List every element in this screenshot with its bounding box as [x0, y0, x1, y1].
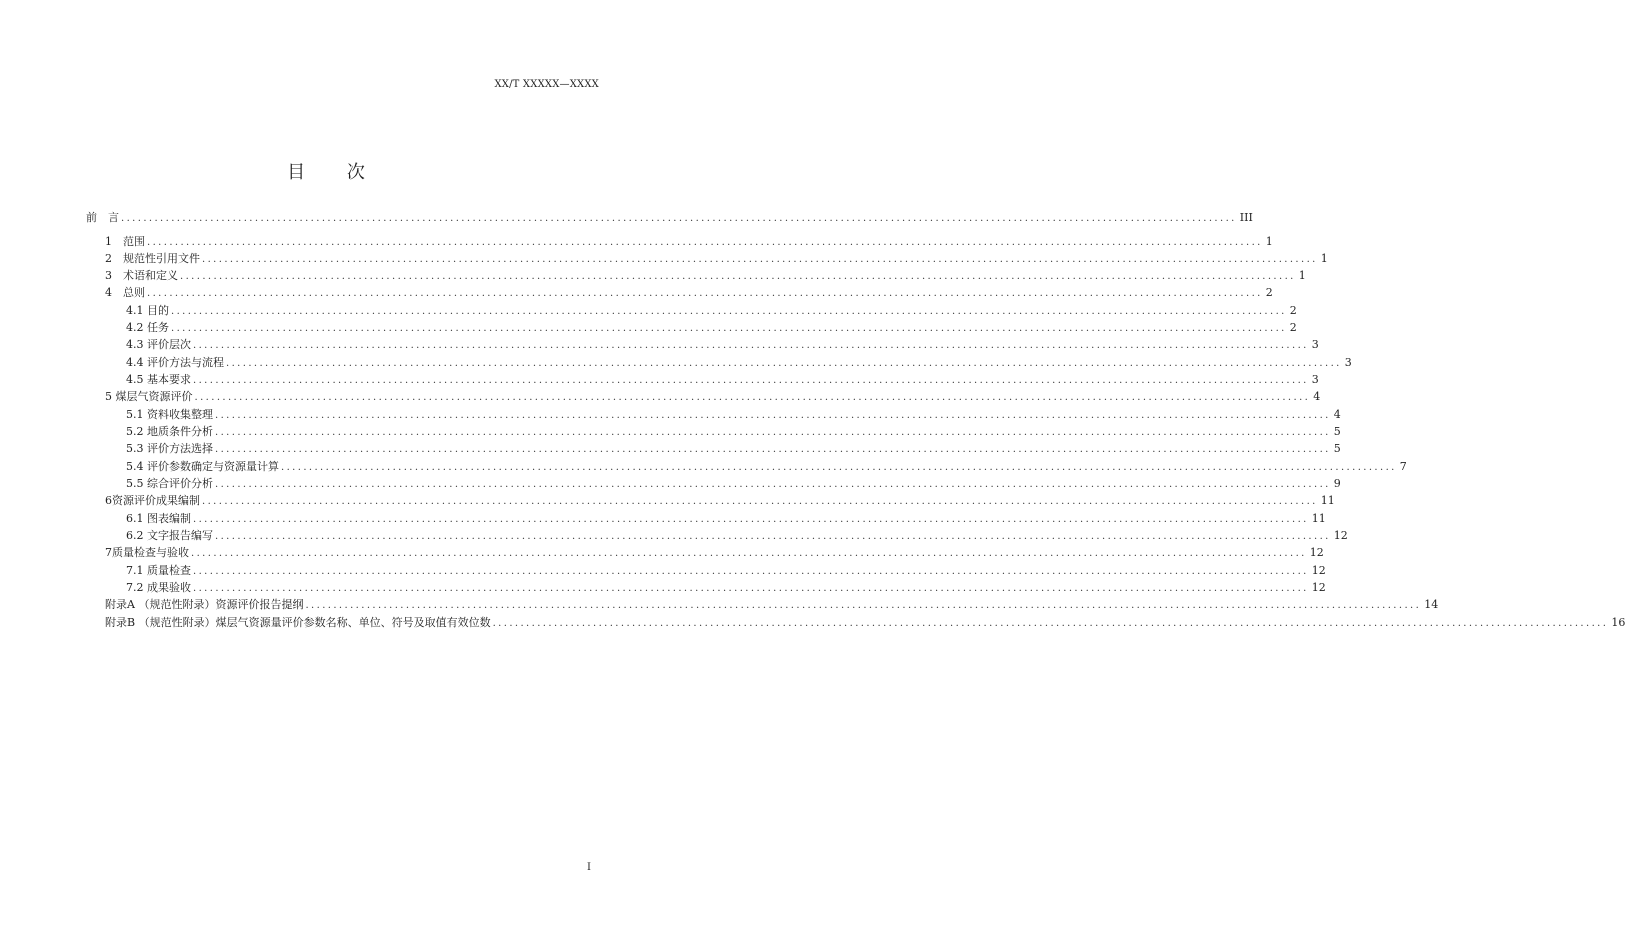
toc-entry-page: 4	[1333, 408, 1341, 421]
toc-entry[interactable]	[105, 252, 1328, 266]
toc-entry-page: 2	[1265, 286, 1273, 299]
toc-dot-leader: ........................................................................................................................................................................................................	[193, 375, 1309, 386]
toc-entry[interactable]	[105, 286, 1273, 300]
toc-dot-leader: ........................................................................................................................................................................................................	[191, 548, 1307, 559]
toc-entry-label: 4.1 目的	[126, 304, 169, 317]
toc-entry[interactable]	[105, 494, 1335, 508]
toc-entry[interactable]	[126, 304, 1297, 318]
toc-entry-label: 4.5 基本要求	[126, 373, 191, 386]
toc-dot-leader: ........................................................................................................................................................................................................	[147, 288, 1263, 299]
toc-entry-label: 5.4 评价参数确定与资源量计算	[126, 460, 279, 473]
toc-entry-label: 附录A （规范性附录）资源评价报告提纲	[105, 598, 304, 611]
toc-entry[interactable]	[126, 564, 1326, 578]
toc-entry-label: 4 总则	[105, 286, 145, 299]
toc-entry-page: 1	[1265, 235, 1273, 248]
standard-code: XX/T XXXXX—XXXX	[494, 79, 599, 90]
toc-dot-leader: ........................................................................................................................................................................................................	[193, 340, 1309, 351]
toc-entry-page: 5	[1333, 425, 1341, 438]
toc-entry-page: 12	[1311, 564, 1326, 577]
toc-entry[interactable]	[126, 321, 1297, 335]
toc-entry[interactable]	[126, 581, 1326, 595]
toc-entry[interactable]	[126, 442, 1341, 456]
toc-dot-leader: ........................................................................................................................................................................................................	[171, 306, 1287, 317]
toc-entry-page: 12	[1309, 546, 1324, 559]
toc-dot-leader: ........................................................................................................................................................................................................	[215, 444, 1331, 455]
toc-dot-leader: ........................................................................................................................................................................................................	[194, 392, 1311, 403]
toc-entry[interactable]	[126, 338, 1319, 352]
toc-entry-page: 16	[1611, 616, 1625, 629]
toc-entry-label: 5.1 资料收集整理	[126, 408, 213, 421]
toc-dot-leader: ........................................................................................................................................................................................................	[202, 496, 1318, 507]
toc-entry-page: 9	[1333, 477, 1341, 490]
toc-dot-leader: ........................................................................................................................................................................................................	[193, 514, 1309, 525]
toc-entry[interactable]	[126, 512, 1326, 526]
page-title: 目 次	[287, 162, 383, 183]
toc-entry-page: 14	[1424, 598, 1439, 611]
toc-entry-page: 12	[1333, 529, 1348, 542]
toc-entry-label: 6资源评价成果编制	[105, 494, 200, 507]
toc-entry[interactable]	[126, 356, 1352, 370]
toc-entry-page: 7	[1399, 460, 1407, 473]
toc-dot-leader: ........................................................................................................................................................................................................	[180, 271, 1296, 282]
toc-entry-label: 5.3 评价方法选择	[126, 442, 213, 455]
toc-dot-leader: ........................................................................................................................................................................................................	[226, 358, 1342, 369]
toc-entry-page: 2	[1289, 304, 1297, 317]
toc-entry-label: 4.3 评价层次	[126, 338, 191, 351]
toc-entry-page: 3	[1344, 356, 1352, 369]
toc-entry-page: 12	[1311, 581, 1326, 594]
toc-entry-label: 5 煤层气资源评价	[105, 390, 193, 403]
toc-entry-page: 11	[1311, 512, 1326, 525]
toc-entry-page: 4	[1313, 390, 1321, 403]
page-number: I	[587, 862, 591, 873]
toc-dot-leader: ........................................................................................................................................................................................................	[215, 410, 1331, 421]
toc-dot-leader: ........................................................................................................................................................................................................	[305, 600, 1422, 611]
toc-entry[interactable]	[126, 460, 1407, 474]
toc-dot-leader: ........................................................................................................................................................................................................	[202, 254, 1318, 265]
toc-entry-label: 2 规范性引用文件	[105, 252, 200, 265]
toc-dot-leader: ........................................................................................................................................................................................................	[121, 213, 1237, 224]
toc-dot-leader: ........................................................................................................................................................................................................	[147, 237, 1263, 248]
toc-dot-leader: ........................................................................................................................................................................................................	[193, 583, 1309, 594]
toc-entry[interactable]	[105, 598, 1439, 612]
toc-dot-leader: ........................................................................................................................................................................................................	[171, 323, 1287, 334]
toc-entry[interactable]	[126, 529, 1348, 543]
toc-entry[interactable]	[105, 616, 1625, 630]
toc-entry[interactable]	[86, 211, 1253, 225]
toc-entry-page: 11	[1320, 494, 1335, 507]
toc-entry-label: 1 范围	[105, 235, 145, 248]
toc-entry-label: 7.1 质量检查	[126, 564, 191, 577]
toc-entry-label: 4.2 任务	[126, 321, 169, 334]
toc-dot-leader: ........................................................................................................................................................................................................	[215, 427, 1331, 438]
toc-dot-leader: ........................................................................................................................................................................................................	[193, 566, 1309, 577]
toc-entry-label: 4.4 评价方法与流程	[126, 356, 224, 369]
toc-entry[interactable]	[126, 425, 1341, 439]
toc-entry-page: 3	[1311, 338, 1319, 351]
toc-entry-page: 1	[1298, 269, 1306, 282]
toc-entry-label: 5.2 地质条件分析	[126, 425, 213, 438]
toc-dot-leader: ........................................................................................................................................................................................................	[215, 479, 1331, 490]
toc-entry-label: 附录B （规范性附录）煤层气资源量评价参数名称、单位、符号及取值有效位数	[105, 616, 491, 629]
toc-entry[interactable]	[126, 373, 1319, 387]
toc-entry[interactable]	[105, 235, 1273, 249]
toc-entry-label: 6.1 图表编制	[126, 512, 191, 525]
toc-entry-page: III	[1239, 211, 1253, 224]
toc-entry[interactable]	[105, 390, 1321, 404]
toc-dot-leader: ........................................................................................................................................................................................................	[281, 462, 1397, 473]
toc-entry-label: 5.5 综合评价分析	[126, 477, 213, 490]
toc-entry-label: 前 言	[86, 211, 119, 224]
toc-entry-label: 7质量检查与验收	[105, 546, 189, 559]
toc-entry[interactable]	[126, 477, 1341, 491]
toc-entry-label: 3 术语和定义	[105, 269, 178, 282]
toc-dot-leader: ........................................................................................................................................................................................................	[492, 618, 1609, 629]
toc-entry[interactable]	[105, 269, 1306, 283]
toc-entry-page: 5	[1333, 442, 1341, 455]
toc-entry[interactable]	[105, 546, 1324, 560]
toc-dot-leader: ........................................................................................................................................................................................................	[215, 531, 1331, 542]
toc-entry-label: 6.2 文字报告编写	[126, 529, 213, 542]
toc-entry-page: 3	[1311, 373, 1319, 386]
toc-entry-page: 1	[1320, 252, 1328, 265]
toc-entry-page: 2	[1289, 321, 1297, 334]
toc-entry[interactable]	[126, 408, 1341, 422]
toc-entry-label: 7.2 成果验收	[126, 581, 191, 594]
